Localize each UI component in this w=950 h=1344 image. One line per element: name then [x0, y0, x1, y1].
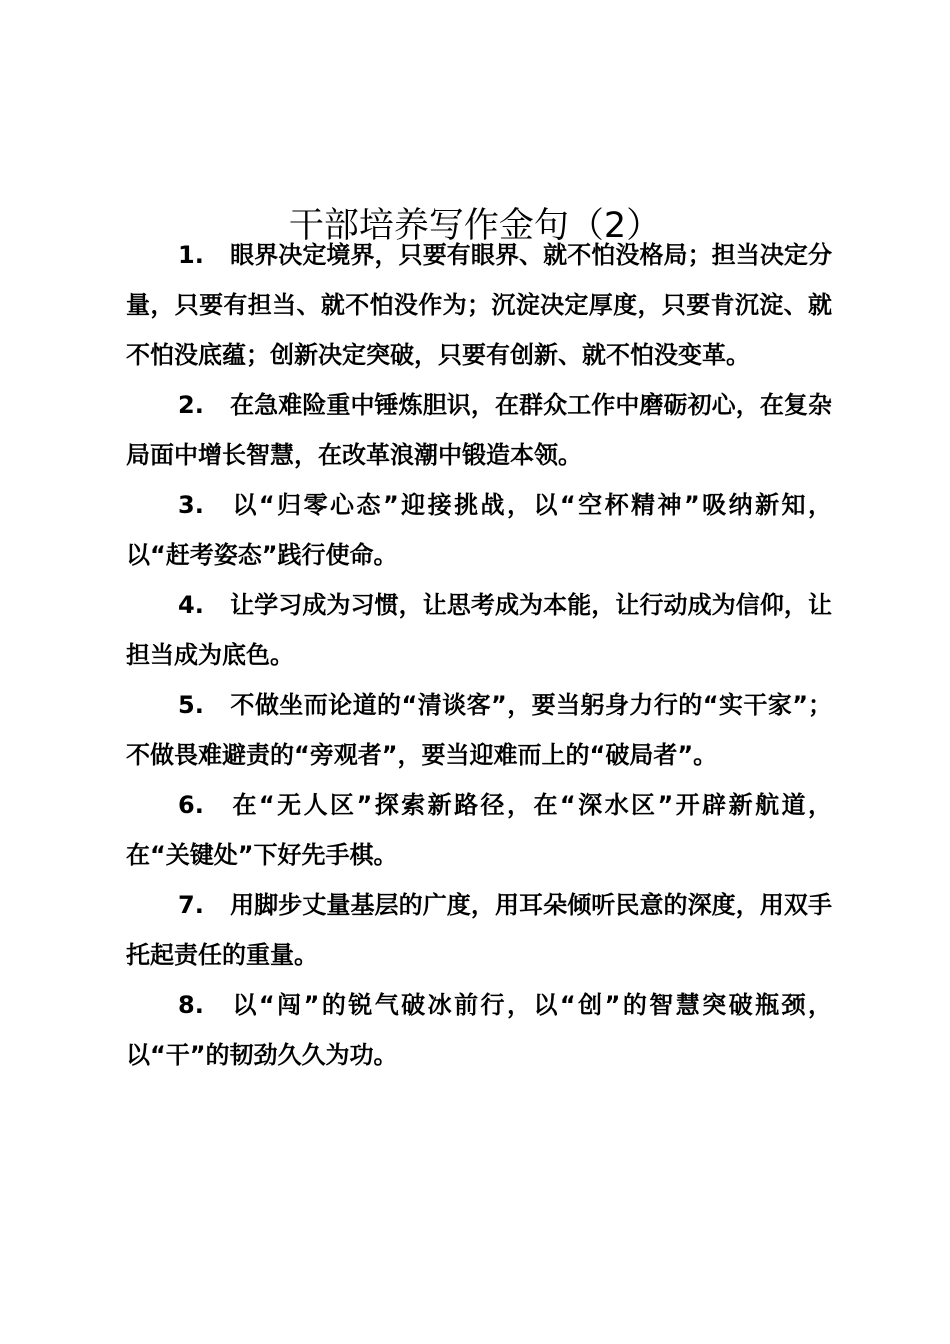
item-text: 在急难险重中锤炼胆识，在群众工作中磨砺初心，在复杂局面中增长智慧，在改革浪潮中锻造本领。 — [126, 391, 832, 469]
item-text: 以“归零心态”迎接挑战，以“空杯精神”吸纳新知，以“赶考姿态”践行使命。 — [126, 491, 832, 569]
list-item — [126, 480, 832, 580]
item-text: 用脚步丈量基层的广度，用耳朵倾听民意的深度，用双手托起责任的重量。 — [126, 891, 832, 969]
item-number: 6. — [178, 791, 204, 819]
list-item — [126, 680, 832, 780]
item-number: 7. — [178, 891, 204, 919]
page-title: 干部培养写作金句（2） — [288, 206, 662, 247]
item-number: 5. — [178, 691, 204, 719]
item-number: 3. — [178, 491, 204, 519]
item-text: 让学习成为习惯，让思考成为本能，让行动成为信仰，让担当成为底色。 — [126, 591, 832, 669]
list-item — [126, 380, 832, 480]
list-item — [126, 980, 832, 1080]
item-text: 不做坐而论道的“清谈客”，要当躬身力行的“实干家”；不做畏难避责的“旁观者”，要当迎难而上的“破局者”。 — [126, 691, 832, 769]
item-number: 2. — [178, 391, 204, 419]
list-item — [126, 580, 832, 680]
item-text: 眼界决定境界，只要有眼界、就不怕没格局；担当决定分量，只要有担当、就不怕没作为；沉淀决定厚度，只要肯沉淀、就不怕没底蕴；创新决定突破，只要有创新、就不怕没变革。 — [126, 241, 832, 369]
item-number: 1. — [178, 241, 204, 269]
item-number: 8. — [178, 991, 204, 1019]
item-text: 以“闯”的锐气破冰前行，以“创”的智慧突破瓶颈，以“干”的韧劲久久为功。 — [126, 991, 832, 1069]
list-item — [126, 880, 832, 980]
item-text: 在“无人区”探索新路径，在“深水区”开辟新航道，在“关键处”下好先手棋。 — [126, 791, 832, 869]
list-item — [126, 780, 832, 880]
list-item — [126, 230, 832, 380]
document-body — [126, 230, 832, 1080]
item-number: 4. — [178, 591, 204, 619]
